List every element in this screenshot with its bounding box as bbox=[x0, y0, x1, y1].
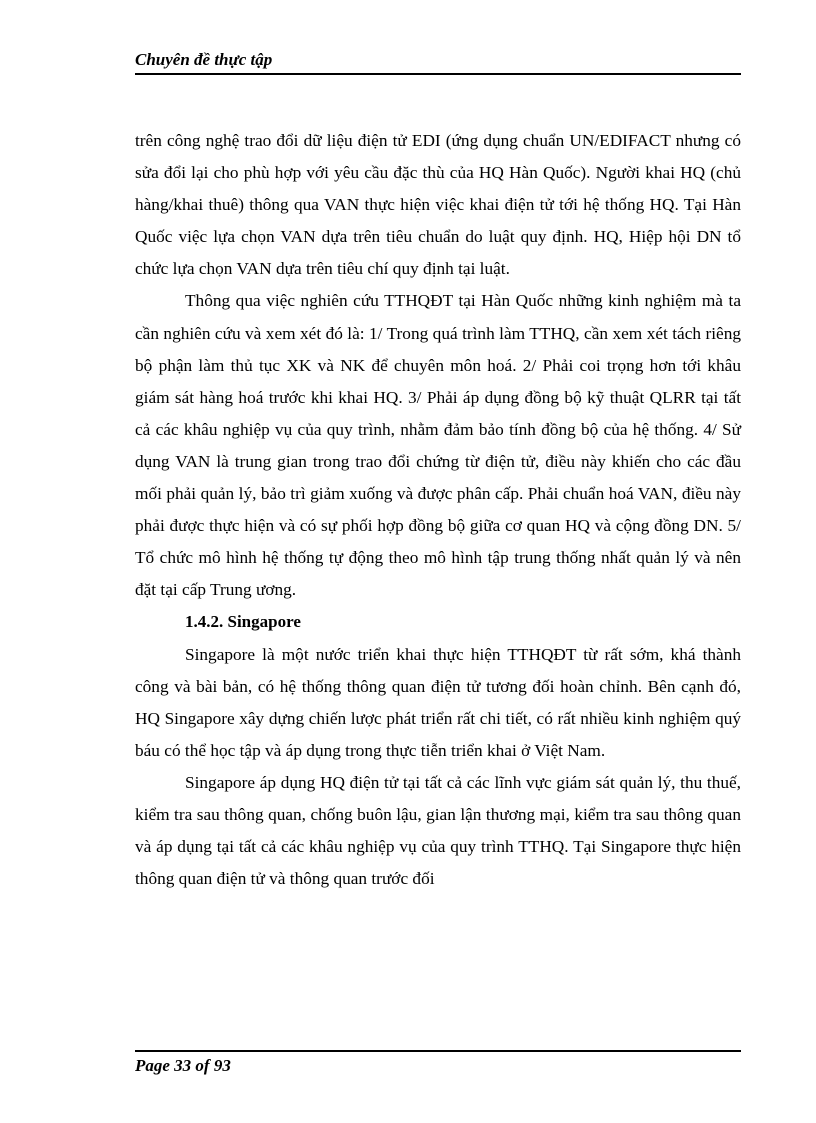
page-number: Page 33 of 93 bbox=[135, 1056, 231, 1075]
paragraph-4: Singapore áp dụng HQ điện tử tại tất cả các lĩnh vực giám sát quản lý, thu thuế, kiểm tra sau thông quan, chống buôn lậu, gian lận thương mại, kiểm tra sau thông quan và áp dụng tại tất cả các khâu nghiệp vụ của quy trình TTHQ. Tại Singapore thực hiện thông quan điện tử và thông quan trước đối bbox=[135, 772, 741, 889]
page-footer bbox=[135, 1050, 741, 1075]
paragraph-3: Singapore là một nước triển khai thực hiện TTHQĐT từ rất sớm, khá thành công và bài bản, có hệ thống thông quan điện tử tương đối hoàn chỉnh. Bên cạnh đó, HQ Singapore xây dựng chiến lược phát triển rất chi tiết, có rất nhiều kinh nghiệm quý báu có thể học tập và áp dụng trong thực tiễn triển khai ở Việt Nam. bbox=[135, 644, 741, 760]
section-heading: 1.4.2. Singapore bbox=[185, 612, 301, 632]
header-title: Chuyên đề thực tập bbox=[135, 50, 273, 69]
page-header bbox=[135, 47, 741, 75]
paragraph-2: Thông qua việc nghiên cứu TTHQĐT tại Hàn Quốc những kinh nghiệm mà ta cần nghiên cứu và xem xét đó là: 1/ Trong quá trình làm TTHQ, cần xem xét tách riêng bộ phận làm thủ tục XK và NK để chuyên môn hoá. 2/ Phải coi trọng hơn tới khâu giám sát hàng hoá trước khi khai HQ. 3/ Phải áp dụng đồng bộ kỹ thuật QLRR tại tất cả các khâu nghiệp vụ của quy trình, nhằm đảm bảo tính đồng bộ của hệ thống. 4/ Sử dụng VAN là trung gian trong trao đổi chứng từ điện tử, điều này khiến cho các đầu mối phải quản lý, bảo trì giảm xuống và được phân cấp. Phải chuẩn hoá VAN, điều này phải được thực hiện và có sự phối hợp đồng bộ giữa cơ quan HQ và cộng đồng DN. 5/ Tổ chức mô hình hệ thống tự động theo mô hình tập trung thống nhất quản lý và nên đặt tại cấp Trung ương. bbox=[135, 291, 741, 600]
document-body bbox=[135, 125, 741, 895]
paragraph-1: trên công nghệ trao đổi dữ liệu điện tử EDI (ứng dụng chuẩn UN/EDIFACT nhưng có sửa đổi lại cho phù hợp với yêu cầu đặc thù của HQ Hàn Quốc). Người khai HQ (chủ hàng/khai thuê) thông qua VAN thực hiện việc khai điện tử tới hệ thống HQ. Tại Hàn Quốc việc lựa chọn VAN dựa trên tiêu chuẩn do luật quy định. HQ, Hiệp hội DN tổ chức lựa chọn VAN dựa trên tiêu chí quy định tại luật. bbox=[135, 131, 741, 279]
